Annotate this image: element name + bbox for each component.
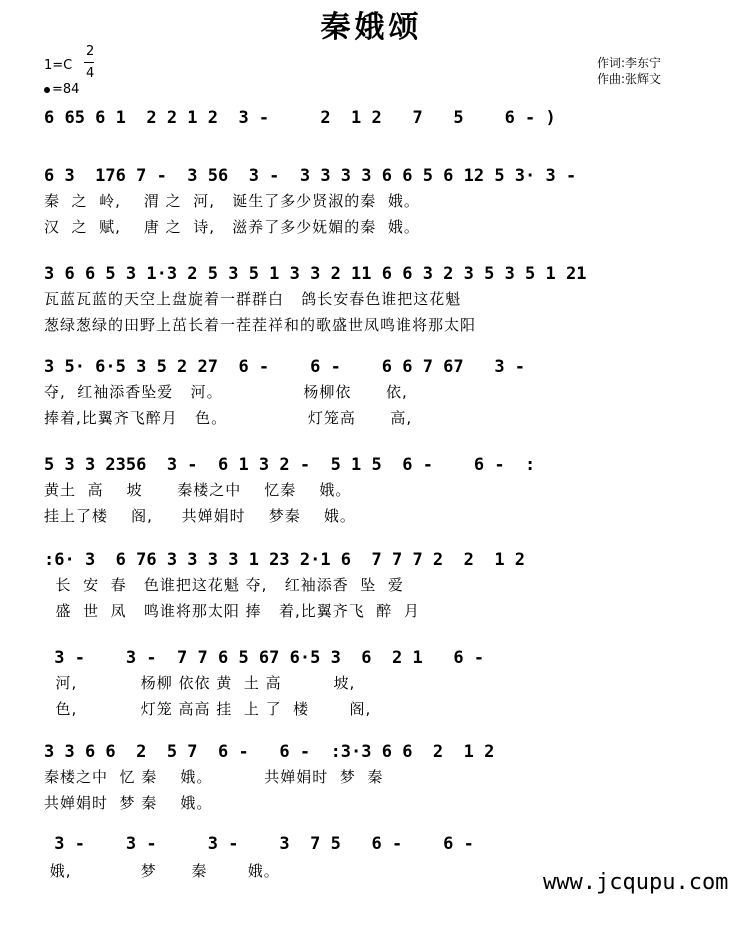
lyric-verse-2: 挂上了楼 阁, 共婵娟时 梦秦 娥。 xyxy=(44,507,356,525)
notation-line: 5 3 3 2356 3 - 6 1 3 2 - 5 1 5 6 - 6 - : xyxy=(44,455,536,475)
notation-line: 6 65 6 1 2 2 1 2 3 - 2 1 2 7 5 6 - ) xyxy=(44,108,556,128)
lyric-verse-2: 汉 之 赋, 唐 之 诗, 滋养了多少妩媚的秦 娥。 xyxy=(44,218,420,236)
time-signature-bottom: 4 xyxy=(86,66,95,81)
score-row-6 xyxy=(0,550,743,660)
notation-line: :6· 3 6 76 3 3 3 3 1 23 2·1 6 7 7 7 2 2 1 2 xyxy=(44,550,526,570)
credits xyxy=(597,55,661,87)
tempo-mark xyxy=(44,82,79,97)
lyric-verse-1: 秦 之 岭, 渭 之 河, 诞生了多少贤淑的秦 娥。 xyxy=(44,192,420,210)
lyric-verse-2: 共婵娟时 梦 秦 娥。 xyxy=(44,794,213,812)
lyric-verse-1: 长 安 春 色谁把这花魁 夺, 红袖添香 坠 爱 xyxy=(44,576,404,594)
site-watermark: www.jcqupu.com xyxy=(543,870,729,895)
notation-line: 3 6 6 5 3 1·3 2 5 3 5 1 3 3 2 11 6 6 3 2 3 5 3 5 1 21 xyxy=(44,264,587,284)
tempo-value: =84 xyxy=(52,82,80,97)
lyricist: 作词:李东宁 xyxy=(597,56,662,70)
key-signature: 1=C xyxy=(44,58,73,73)
lyric-verse-1: 河, 杨柳 依依 黄 土 高 坡, xyxy=(44,674,356,692)
lyric-verse-2: 色, 灯笼 高高 挂 上 了 楼 阁, xyxy=(44,700,372,718)
score-row-4 xyxy=(0,357,743,467)
lyric-verse-2: 捧着,比翼齐飞醉月 色。 灯笼高 高, xyxy=(44,409,413,427)
score-row-5 xyxy=(0,455,743,565)
lyric-verse-1: 瓦蓝瓦蓝的天空上盘旋着一群群白 鸽长安春色谁把这花魁 xyxy=(44,290,462,308)
lyric-verse-1: 娥, 梦 秦 娥。 xyxy=(44,862,280,880)
notation-line: 3 - 3 - 7 7 6 5 67 6·5 3 6 2 1 6 - xyxy=(44,648,485,668)
notation-line: 3 3 6 6 2 5 7 6 - 6 - :3·3 6 6 2 1 2 xyxy=(44,742,495,762)
notation-line: 6 3 176 7 - 3 56 3 - 3 3 3 3 6 6 5 6 12 5 3· 3 - xyxy=(44,166,577,186)
lyric-verse-2: 葱绿葱绿的田野上茁长着一茬茬祥和的歌盛世凤鸣谁将那太阳 xyxy=(44,316,477,334)
lyric-verse-1: 夺, 红袖添香坠爱 河。 杨柳依 依, xyxy=(44,383,408,401)
score-row-2 xyxy=(0,166,743,276)
song-title: 秦娥颂 xyxy=(320,10,423,45)
quarter-note-icon xyxy=(44,87,50,93)
notation-line: 3 5· 6·5 3 5 2 27 6 - 6 - 6 6 7 67 3 - xyxy=(44,357,526,377)
time-signature-line xyxy=(84,62,94,63)
time-signature-top: 2 xyxy=(86,44,95,59)
lyric-verse-1: 秦楼之中 忆 秦 娥。 共婵娟时 梦 秦 xyxy=(44,768,384,786)
lyric-verse-2: 盛 世 凤 鸣谁将那太阳 捧 着,比翼齐飞 醉 月 xyxy=(44,602,420,620)
lyric-verse-1: 黄土 高 坡 秦楼之中 忆秦 娥。 xyxy=(44,481,352,499)
notation-line: 3 - 3 - 3 - 3 7 5 6 - 6 - xyxy=(44,834,474,854)
composer: 作曲:张辉文 xyxy=(597,72,662,86)
